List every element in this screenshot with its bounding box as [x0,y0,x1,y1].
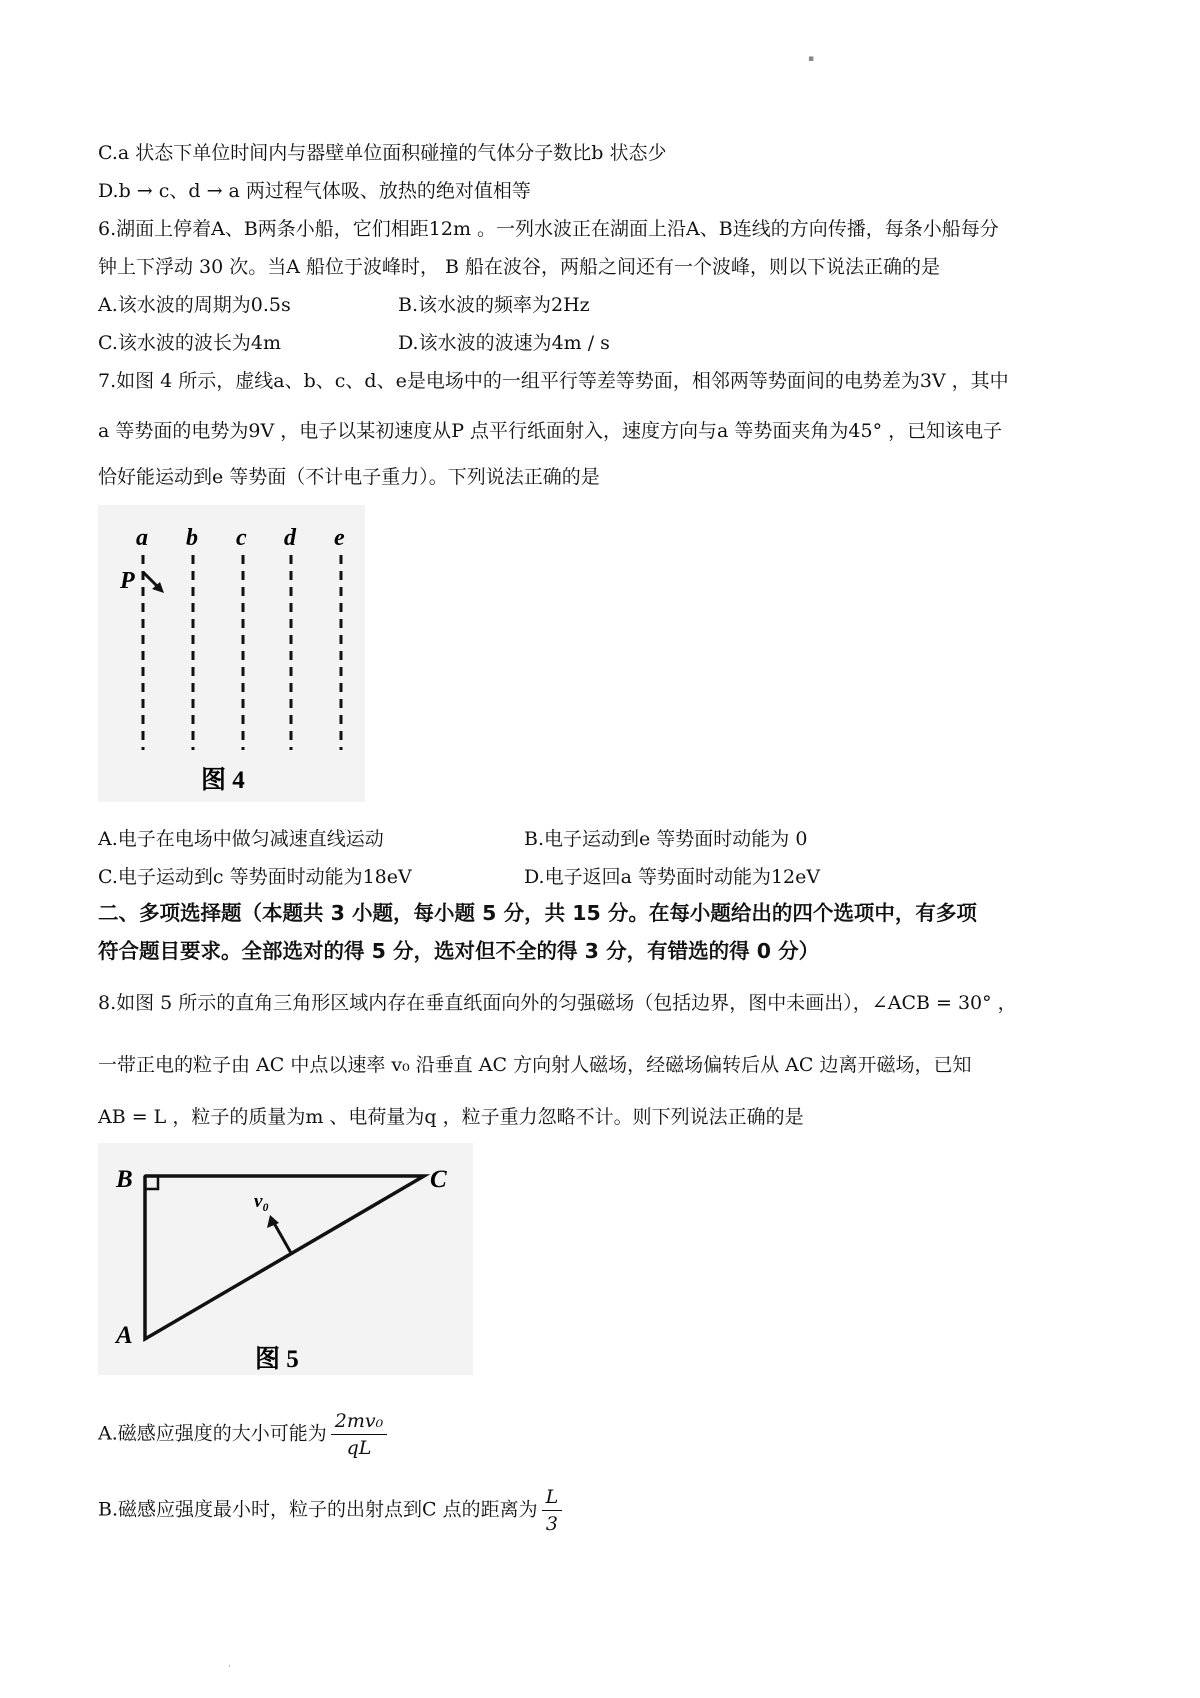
velocity-v0-label: v₀ [254,1191,270,1212]
figure-5-caption: 图 5 [255,1346,299,1373]
label-d: d [284,525,296,551]
q7-option-c: C.电子运动到c 等势面时动能为18eV [98,866,412,888]
q8-option-b-fraction [542,1484,563,1537]
q8-stem-line3: AB = L ，粒子的质量为m 、电荷量为q ，粒子重力忽略不计。则下列说法正确的是 [98,1106,804,1128]
scan-dot: ▪ [808,54,815,64]
q7-stem-line1: 7.如图 4 所示，虚线a、b、c、d、e是电场中的一组平行等差等势面，相邻两等势面间的电势差为3V ，其中 [98,370,1009,392]
q5-option-c: C.a 状态下单位时间内与器壁单位面积碰撞的气体分子数比b 状态少 [98,142,667,164]
q7-option-b: B.电子运动到e 等势面时动能为 0 [524,828,808,850]
right-angle-marker [145,1176,158,1189]
q5-option-d: D.b → c、d → a 两过程气体吸、放热的绝对值相等 [98,180,531,202]
q8-option-b-denominator: 3 [545,1513,558,1535]
q8-stem-line2: 一带正电的粒子由 AC 中点以速率 v₀ 沿垂直 AC 方向射人磁场，经磁场偏转后从 AC 边离开磁场，已知 [98,1054,972,1076]
velocity-arrow-icon [143,572,164,593]
vertex-c-label: C [430,1166,447,1193]
q8-stem-line1: 8.如图 5 所示的直角三角形区域内存在垂直纸面向外的匀强磁场（包括边界，图中未画出），∠ACB = 30° ， [98,992,1017,1014]
q6-option-b: B.该水波的频率为2Hz [398,294,590,316]
scan-dot-bottom: · [228,1662,231,1672]
velocity-v0-arrow-icon [267,1215,291,1253]
vertex-a-label: A [116,1322,133,1349]
vertex-b-label: B [116,1166,133,1193]
q7-option-d: D.电子返回a 等势面时动能为12eV [524,866,821,888]
right-triangle-abc [145,1176,424,1339]
point-p-label: P [120,568,135,594]
q7-option-a: A.电子在电场中做匀减速直线运动 [98,828,384,850]
q6-stem-line2: 钟上下浮动 30 次。当A 船位于波峰时， B 船在波谷，两船之间还有一个波峰，则以下说法正确的是 [98,256,941,278]
q8-option-b-numerator: L [542,1484,563,1511]
label-c: c [236,525,247,551]
q6-stem-line1: 6.湖面上停着A、B两条小船，它们相距12m 。一列水波正在湖面上沿A、B连线的方向传播，每条小船每分 [98,218,999,240]
q8-option-b-text: B.磁感应强度最小时，粒子的出射点到C 点的距离为 [98,1498,538,1521]
figure-4 [98,505,365,802]
q8-option-a [98,1408,387,1461]
figure-5 [98,1143,473,1375]
q7-stem-line2: a 等势面的电势为9V ，电子以某初速度从P 点平行纸面射入，速度方向与a 等势面夹角为45° ，已知该电子 [98,420,1003,442]
section-heading-line1: 二、多项选择题（本题共 3 小题，每小题 5 分，共 15 分。在每小题给出的四个选项中，有多项 [98,901,977,925]
figure-4-caption: 图 4 [201,767,245,794]
label-a: a [136,525,148,551]
q8-option-a-numerator: 2mv₀ [331,1408,387,1435]
q6-option-a: A.该水波的周期为0.5s [98,294,291,316]
q7-stem-line3: 恰好能运动到e 等势面（不计电子重力）。下列说法正确的是 [98,466,600,488]
figure-5-diagram [98,1143,473,1375]
section-heading-line2: 符合题目要求。全部选对的得 5 分，选对但不全的得 3 分，有错选的得 0 分） [98,939,820,963]
q8-option-b [98,1484,562,1537]
q8-option-a-fraction [331,1408,387,1461]
label-e: e [334,525,345,551]
q6-option-d: D.该水波的波速为4m / s [398,332,610,354]
q6-option-c: C.该水波的波长为4m [98,332,282,354]
figure-4-diagram [98,505,365,802]
q8-option-a-denominator: qL [346,1437,372,1459]
label-b: b [186,525,198,551]
q8-option-a-text: A.磁感应强度的大小可能为 [98,1422,327,1445]
